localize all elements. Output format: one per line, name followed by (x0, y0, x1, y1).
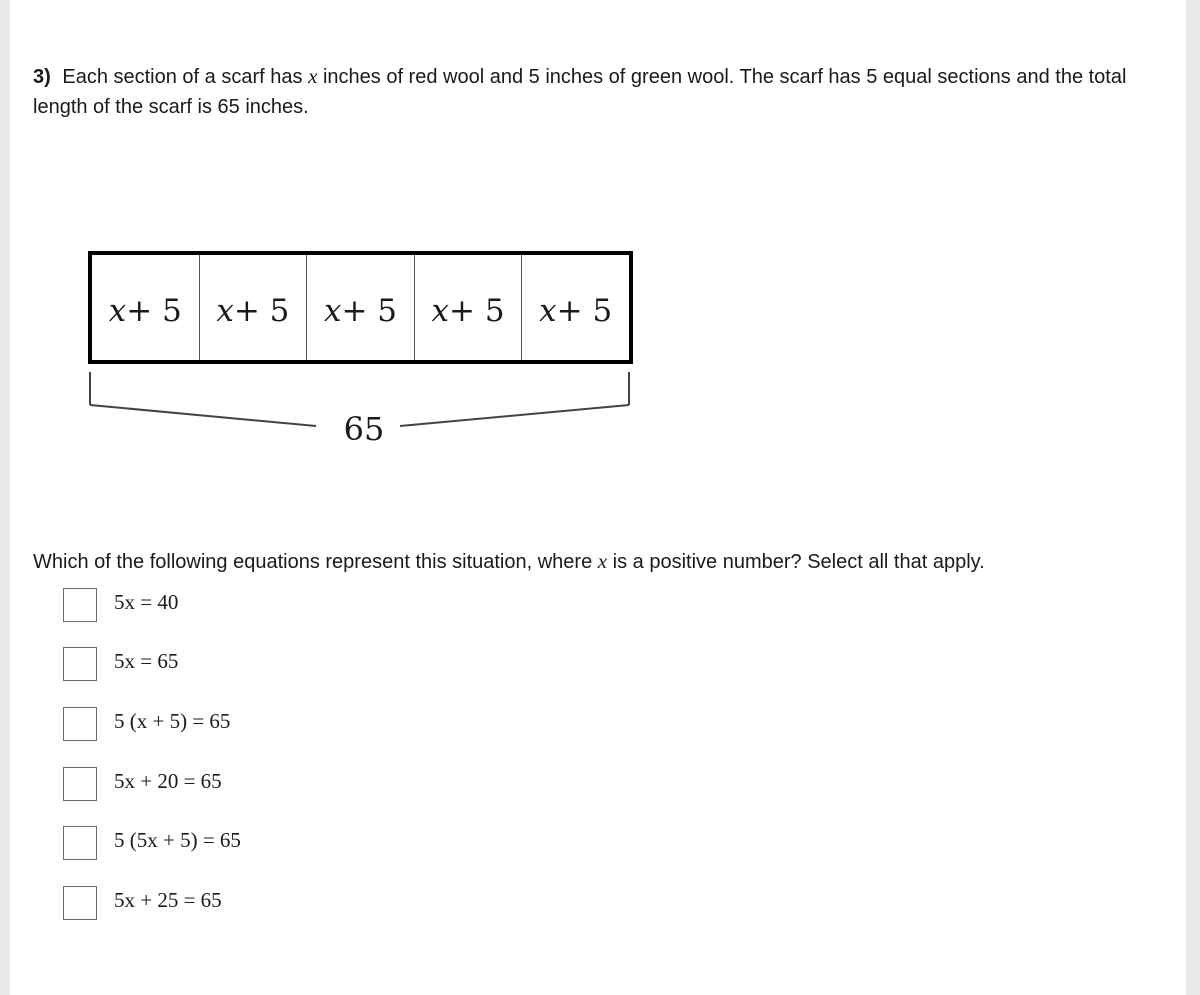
answer-option[interactable] (63, 705, 230, 743)
answer-checkbox[interactable] (63, 826, 97, 860)
answer-label: 5 (x + 5) = 65 (114, 708, 231, 733)
tape-section: x + 5 (200, 255, 308, 360)
answer-label: 5x + 20 = 65 (114, 768, 222, 793)
tape-section: x + 5 (415, 255, 523, 360)
tape-section: x + 5 (307, 255, 415, 360)
answer-option[interactable] (63, 586, 178, 624)
question-text (33, 61, 1163, 122)
question-stem-end: inches of red wool and 5 inches of green wool. The scarf has 5 equal sections and the total length of the scarf is 65 inches. (33, 66, 1127, 118)
answer-checkbox[interactable] (63, 767, 97, 801)
answer-option[interactable] (63, 645, 178, 683)
tape-section: x + 5 (539, 293, 613, 329)
answer-checkbox[interactable] (63, 886, 97, 920)
prompt-variable-x: x (597, 549, 608, 573)
answer-option[interactable] (63, 765, 222, 803)
answer-option[interactable] (63, 824, 241, 862)
answer-checkbox[interactable] (63, 588, 97, 622)
question-page (10, 0, 1186, 995)
answer-label: 5x = 65 (114, 648, 179, 673)
answer-label: 5x = 40 (114, 589, 179, 614)
answer-option[interactable] (63, 884, 222, 922)
tape-section: x + 5 (92, 255, 200, 360)
answer-label: 5 (5x + 5) = 65 (114, 827, 241, 852)
prompt-end: is a positive number? Select all that apply. (612, 551, 985, 573)
variable-x: x (308, 64, 318, 88)
answer-label: 5x + 25 = 65 (114, 887, 222, 912)
tape-diagram (88, 251, 633, 364)
prompt-text (33, 547, 1173, 576)
question-stem-start: Each section of a scarf has (62, 66, 303, 88)
answer-checkbox[interactable] (63, 647, 97, 681)
question-number: 3) (33, 66, 51, 88)
prompt-start: Which of the following equations represent this situation, where (33, 551, 593, 573)
answer-checkbox[interactable] (63, 707, 97, 741)
total-length-label: 65 (343, 410, 385, 448)
